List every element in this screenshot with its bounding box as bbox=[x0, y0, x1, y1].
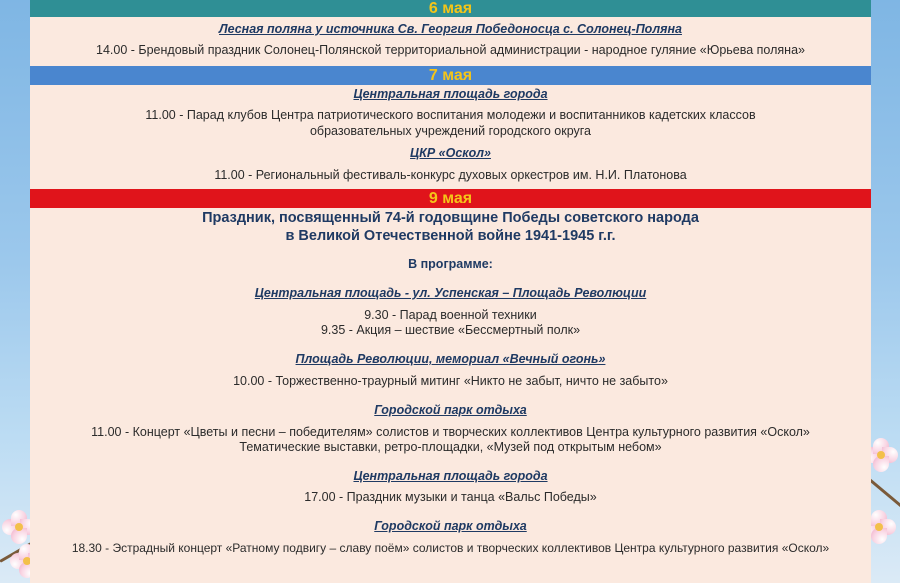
schedule-card bbox=[30, 0, 871, 583]
event-may9-2: 10.00 - Торжественно-траурный митинг «Никто не забыт, ничто не забыто» bbox=[233, 374, 668, 388]
venue-may9-1: Центральная площадь - ул. Успенская – Площадь Революции bbox=[254, 286, 647, 300]
event-may9-1b: 9.35 - Акция – шествие «Бессмертный полк» bbox=[320, 323, 581, 337]
event-may6: 14.00 - Брендовый праздник Солонец-Полянской территориальной администрации - народное гуляние «Юрьева поляна» bbox=[96, 43, 805, 57]
event-may7-1-line2: образовательных учреждений городского округа bbox=[309, 124, 591, 138]
event-may7-2: 11.00 - Региональный фестиваль-конкурс духовых оркестров им. Н.И. Платонова bbox=[214, 168, 687, 182]
event-may7-1-line1: 11.00 - Парад клубов Центра патриотического воспитания молодежи и воспитанников кадетских классов bbox=[145, 108, 756, 122]
venue-may9-5: Городской парк отдыха bbox=[374, 519, 527, 533]
may9-title-line2: в Великой Отечественной войне 1941-1945 г.г. bbox=[285, 228, 616, 244]
venue-may6: Лесная поляна у источника Св. Георгия Победоносца с. Солонец-Поляна bbox=[219, 22, 682, 36]
program-heading: В программе: bbox=[408, 257, 493, 271]
venue-may9-2: Площадь Революции, мемориал «Вечный огонь» bbox=[295, 352, 606, 366]
event-may9-1a: 9.30 - Парад военной техники bbox=[364, 308, 537, 322]
venue-may9-4: Центральная площадь города bbox=[353, 469, 548, 483]
venue-may7-1: Центральная площадь города bbox=[353, 87, 548, 101]
date-band-may-9: 9 мая bbox=[30, 189, 871, 208]
may9-title-line1: Праздник, посвященный 74-й годовщине Победы советского народа bbox=[202, 210, 699, 226]
event-may9-3-line1: 11.00 - Концерт «Цветы и песни – победителям» солистов и творческих коллективов Центра культурного развития «Оскол» bbox=[91, 425, 810, 439]
event-may9-3-line2: Тематические выставки, ретро-площадки, «Музей под открытым небом» bbox=[239, 440, 662, 454]
event-may9-5: 18.30 - Эстрадный концерт «Ратному подвигу – славу поём» солистов и творческих коллективов Центра культурного развития «Оскол» bbox=[71, 541, 830, 555]
event-may9-4: 17.00 - Праздник музыки и танца «Вальс Победы» bbox=[304, 490, 597, 504]
venue-may7-2: ЦКР «Оскол» bbox=[410, 146, 491, 160]
venue-may9-3: Городской парк отдыха bbox=[374, 403, 527, 417]
date-band-may-6: 6 мая bbox=[30, 0, 871, 17]
date-band-may-7: 7 мая bbox=[30, 66, 871, 85]
